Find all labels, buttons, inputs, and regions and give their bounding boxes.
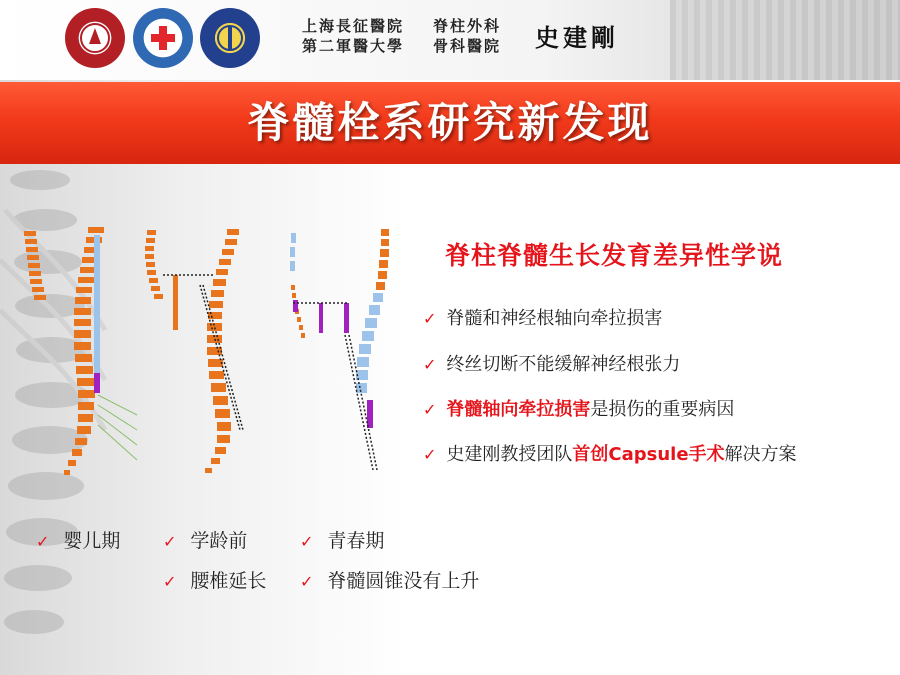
stage-label: 青春期 (327, 530, 385, 552)
bullet-highlight: 首创Capsule手术 (572, 444, 725, 465)
institution-1-line2: 第二軍醫大學 (302, 37, 405, 55)
building-background-image (670, 0, 900, 80)
check-icon: ✓ (300, 572, 314, 591)
puberty-spine-illustration (283, 225, 393, 485)
check-icon: ✓ (423, 309, 437, 328)
stage-lumbar-extension (163, 566, 266, 593)
stage-label: 腰椎延长 (190, 570, 267, 592)
bullet-text: 是损伤的重要病因 (590, 399, 735, 420)
stage-puberty (300, 526, 384, 553)
check-icon: ✓ (300, 532, 314, 551)
preschool-spine-illustration (145, 225, 260, 485)
institution-2 (433, 16, 501, 56)
bullet-text-after: 解决方案 (724, 444, 797, 465)
stage-preschool (163, 526, 247, 553)
bullet-text-before: 史建刚教授团队 (446, 444, 573, 465)
stage-infant (36, 526, 120, 553)
institution-1-line1: 上海長征醫院 (302, 17, 405, 35)
check-icon: ✓ (423, 400, 437, 419)
author-name: 史建剛 (535, 23, 619, 52)
bullet-item-3 (423, 395, 734, 421)
orthopedic-hospital-logo (200, 8, 260, 68)
check-icon: ✓ (36, 532, 50, 551)
stage-label: 学龄前 (190, 530, 248, 552)
bullet-text: 脊髓和神经根轴向牵拉损害 (446, 308, 663, 329)
institution-2-line1: 脊柱外科 (433, 17, 502, 35)
stage-conus-not-rising (300, 566, 479, 593)
slide-title: 脊髓栓系研究新发现 (247, 98, 653, 147)
institution-1 (302, 16, 404, 56)
check-icon: ✓ (423, 355, 437, 374)
infant-spine-illustration (22, 225, 142, 485)
bullet-item-2 (423, 350, 680, 376)
bullet-text: 终丝切断不能缓解神经根张力 (446, 354, 681, 375)
check-icon: ✓ (163, 572, 177, 591)
university-seal-logo (65, 8, 125, 68)
check-icon: ✓ (423, 445, 437, 464)
bullet-highlight: 脊髓轴向牵拉损害 (446, 399, 591, 420)
bullet-item-1 (423, 304, 662, 330)
stage-label: 脊髓圆锥没有上升 (327, 570, 480, 592)
check-icon: ✓ (163, 532, 177, 551)
institution-2-line2: 骨科醫院 (433, 37, 502, 55)
stage-label: 婴儿期 (63, 530, 121, 552)
bullet-item-4 (423, 440, 797, 466)
subtitle-theory: 脊柱脊髓生长发育差异性学说 (445, 241, 784, 270)
hospital-logo (133, 8, 193, 68)
